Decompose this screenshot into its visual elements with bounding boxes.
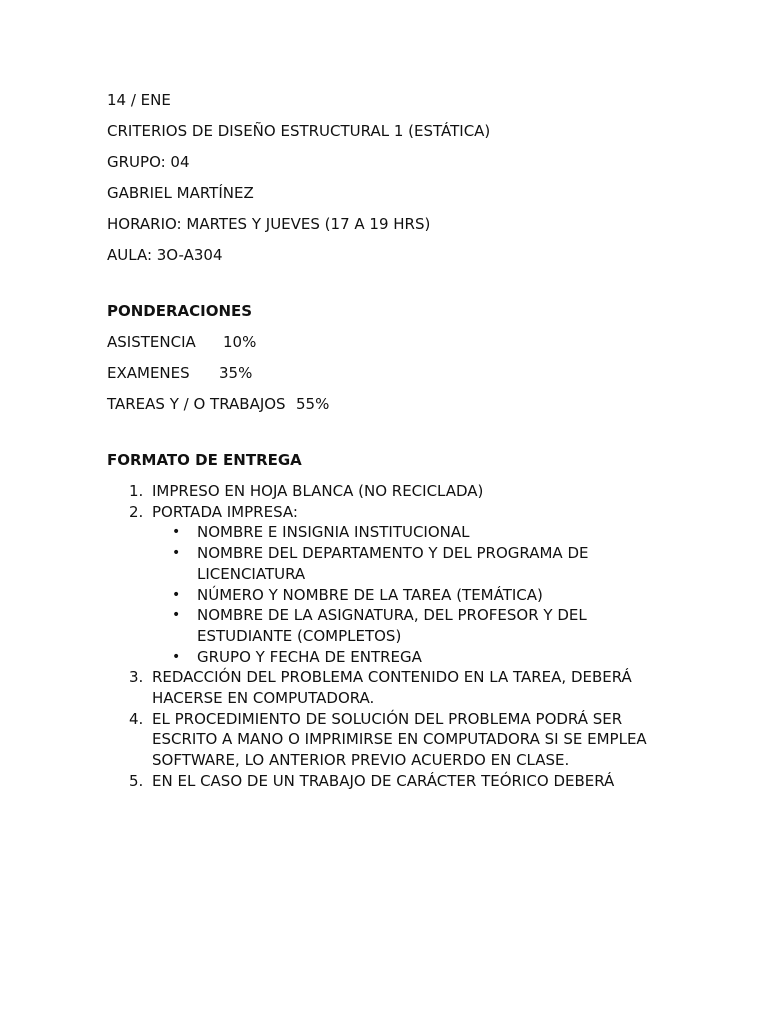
list-item-text: EL PROCEDIMIENTO DE SOLUCIÓN DEL PROBLEMA PODRÁ SER ESCRITO A MANO O IMPRIMIRSE EN COMPUTADORA SI SE EMPLEA SOFTWARE, LO ANTERIOR PREVIO ACUERDO EN CLASE. [152, 709, 647, 770]
bullet-icon: • [172, 586, 181, 603]
section-spacer [107, 276, 667, 301]
document-page [107, 90, 667, 792]
list-item-text: EN EL CASO DE UN TRABAJO DE CARÁCTER TEÓRICO DEBERÁ [152, 771, 615, 790]
bullet-icon: • [172, 648, 181, 665]
weight-label: ASISTENCIA [107, 333, 196, 351]
schedule-line: HORARIO: MARTES Y JUEVES (17 A 19 HRS) [107, 215, 431, 233]
portada-sublist [152, 522, 667, 667]
bullet-icon: • [172, 607, 181, 624]
list-item-text: PORTADA IMPRESA: [152, 502, 298, 521]
ponderaciones-heading: PONDERACIONES [107, 302, 253, 320]
weight-value: 55% [296, 395, 330, 413]
course-title: CRITERIOS DE DISEÑO ESTRUCTURAL 1 (ESTÁTICA) [107, 122, 491, 140]
weight-value: 35% [219, 364, 253, 382]
teacher-name: GABRIEL MARTÍNEZ [107, 184, 254, 202]
sublist-item [152, 543, 667, 584]
list-item [107, 481, 667, 502]
date-line: 14 / ENE [107, 91, 171, 109]
list-item [107, 667, 667, 708]
sublist-item-text: NOMBRE DE LA ASIGNATURA, DEL PROFESOR Y DEL ESTUDIANTE (COMPLETOS) [197, 606, 587, 645]
list-number: 2. [129, 502, 144, 521]
sublist-item [152, 605, 667, 646]
sublist-item-text: NÚMERO Y NOMBRE DE LA TAREA (TEMÁTICA) [197, 585, 543, 604]
list-number: 1. [129, 482, 144, 500]
bullet-icon: • [172, 524, 181, 541]
list-number: 3. [129, 668, 144, 687]
list-number: 5. [129, 771, 144, 790]
list-item [107, 709, 667, 771]
list-item-text: IMPRESO EN HOJA BLANCA (NO RECICLADA) [152, 482, 484, 500]
sublist-item [152, 647, 667, 668]
sublist-item-text: NOMBRE E INSIGNIA INSTITUCIONAL [197, 523, 470, 542]
weight-row-tareas [107, 394, 667, 425]
sublist-item-text: GRUPO Y FECHA DE ENTREGA [197, 647, 422, 666]
weight-label: EXAMENES [107, 364, 190, 382]
room-line: AULA: 3O-A304 [107, 246, 223, 264]
list-item [107, 502, 667, 668]
weight-row-examenes [107, 363, 667, 394]
bullet-icon: • [172, 545, 181, 562]
sublist-item-text: NOMBRE DEL DEPARTAMENTO Y DEL PROGRAMA DE LICENCIATURA [197, 544, 589, 583]
formato-list [107, 481, 667, 792]
list-item-text: REDACCIÓN DEL PROBLEMA CONTENIDO EN LA TAREA, DEBERÁ HACERSE EN COMPUTADORA. [152, 668, 632, 708]
list-number: 4. [129, 709, 144, 728]
weight-label: TAREAS Y / O TRABAJOS [107, 395, 286, 413]
section-spacer [107, 425, 667, 450]
sublist-item [152, 585, 667, 606]
list-item [107, 771, 667, 792]
formato-heading: FORMATO DE ENTREGA [107, 451, 302, 469]
sublist-item [152, 522, 667, 543]
weight-row-asistencia [107, 332, 667, 363]
group-line: GRUPO: 04 [107, 153, 190, 171]
weight-value: 10% [223, 333, 257, 351]
